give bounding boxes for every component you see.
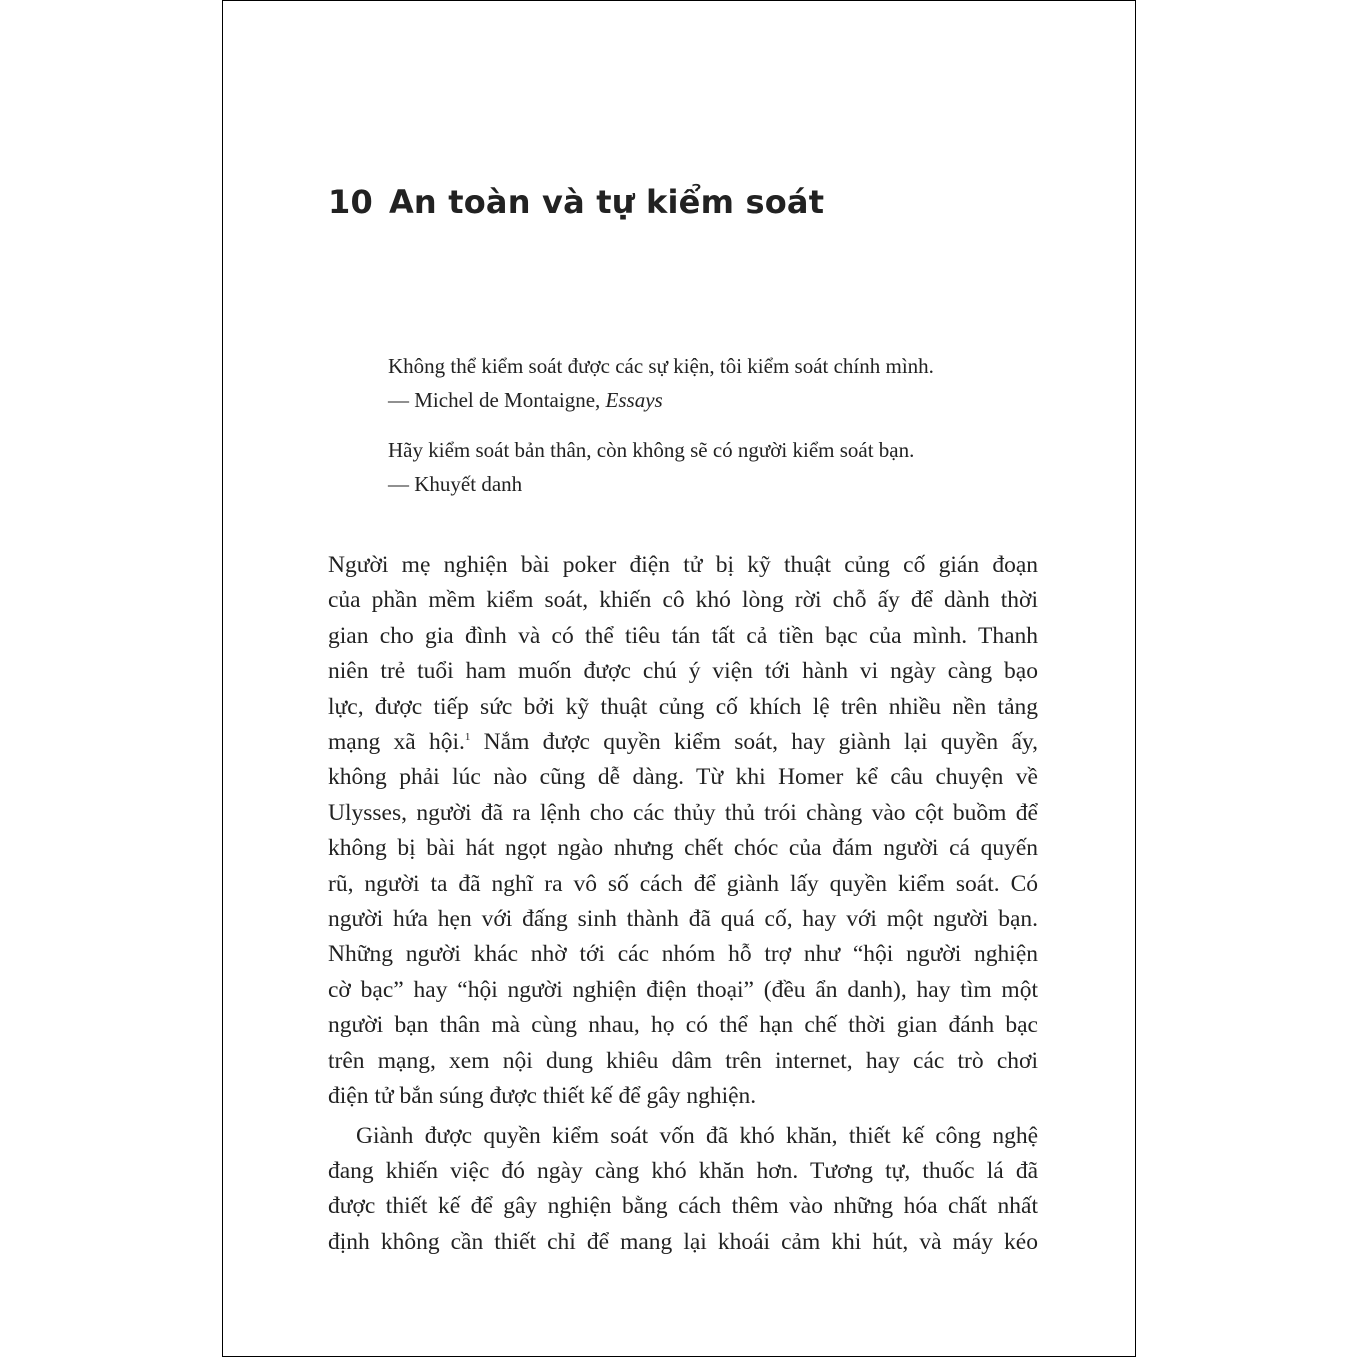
text-segment: mạng xã hội.: [328, 729, 465, 756]
epigraph: [388, 433, 1068, 501]
text-line: cờ bạc” hay “hội người nghiện điện thoại” (đều ẩn danh), hay tìm một: [328, 976, 1038, 1003]
chapter-title: [328, 183, 824, 221]
epigraph-attribution: [388, 467, 1068, 501]
text-line: được thiết kế để gây nghiện bằng cách thêm vào những hóa chất nhất: [328, 1193, 1038, 1220]
epigraph-source: Essays: [605, 388, 663, 412]
text-line: [328, 725, 1038, 760]
text-line: rũ, người ta đã nghĩ ra vô số cách để giành lấy quyền kiểm soát. Có: [328, 870, 1038, 897]
epigraph-author: — Khuyết danh: [388, 472, 523, 496]
text-line: lực, được tiếp sức bởi kỹ thuật củng cố khích lệ trên nhiều nền tảng: [328, 693, 1038, 720]
text-line: gian cho gia đình và có thể tiêu tán tất cả tiền bạc của mình. Thanh: [328, 622, 1038, 649]
text-line: của phần mềm kiểm soát, khiến cô khó lòng rời chỗ ấy để dành thời: [328, 587, 1038, 614]
chapter-title-text: An toàn và tự kiểm soát: [388, 183, 825, 221]
text-line: Người mẹ nghiện bài poker điện tử bị kỹ thuật củng cố gián đoạn: [328, 552, 1038, 578]
text-line: điện tử bắn súng được thiết kế để gây nghiện.: [328, 1083, 757, 1110]
footnote-marker[interactable]: 1: [464, 731, 471, 744]
text-line: người bạn thân mà cùng nhau, họ có thể hạn chế thời gian đánh bạc: [328, 1012, 1038, 1039]
epigraph-quote: Hãy kiểm soát bản thân, còn không sẽ có người kiểm soát bạn.: [388, 438, 915, 462]
text-line: định không cần thiết chỉ để mang lại khoái cảm khi hút, và máy kéo: [328, 1228, 1038, 1255]
text-line: không bị bài hát ngọt ngào nhưng chết chóc của đám người cá quyến: [328, 835, 1038, 862]
text-segment: Nắm được quyền kiểm soát, hay giành lại quyền ấy,: [470, 729, 1039, 756]
text-line: trên mạng, xem nội dung khiêu dâm trên internet, hay các trò chơi: [328, 1047, 1038, 1074]
epigraph-quote: Không thể kiểm soát được các sự kiện, tôi kiểm soát chính mình.: [388, 354, 934, 378]
epigraphs: [388, 349, 1068, 517]
text-line: Ulysses, người đã ra lệnh cho các thủy thủ trói chàng vào cột buồm để: [328, 799, 1038, 826]
text-line: Giành được quyền kiểm soát vốn đã khó khăn, thiết kế công nghệ: [356, 1122, 1038, 1149]
text-line: không phải lúc nào cũng dễ dàng. Từ khi Homer kể câu chuyện về: [328, 764, 1038, 791]
epigraph-attribution: [388, 383, 1068, 417]
text-line: niên trẻ tuổi ham muốn được chú ý viện tới hành vi ngày càng bạo: [328, 658, 1038, 685]
chapter-number: 10: [328, 183, 373, 221]
body-text: [328, 548, 1038, 1260]
epigraph: [388, 349, 1068, 417]
book-page: [222, 0, 1136, 1357]
text-line: người hứa hẹn với đấng sinh thành đã quá cố, hay với một người bạn.: [328, 906, 1038, 933]
paragraph-1: [328, 548, 1038, 1115]
epigraph-author: — Michel de Montaigne,: [388, 388, 606, 412]
paragraph-2: [328, 1119, 1038, 1261]
text-line: đang khiến việc đó ngày càng khó khăn hơn. Tương tự, thuốc lá đã: [328, 1157, 1038, 1184]
text-line: Những người khác nhờ tới các nhóm hỗ trợ như “hội người nghiện: [328, 941, 1038, 968]
